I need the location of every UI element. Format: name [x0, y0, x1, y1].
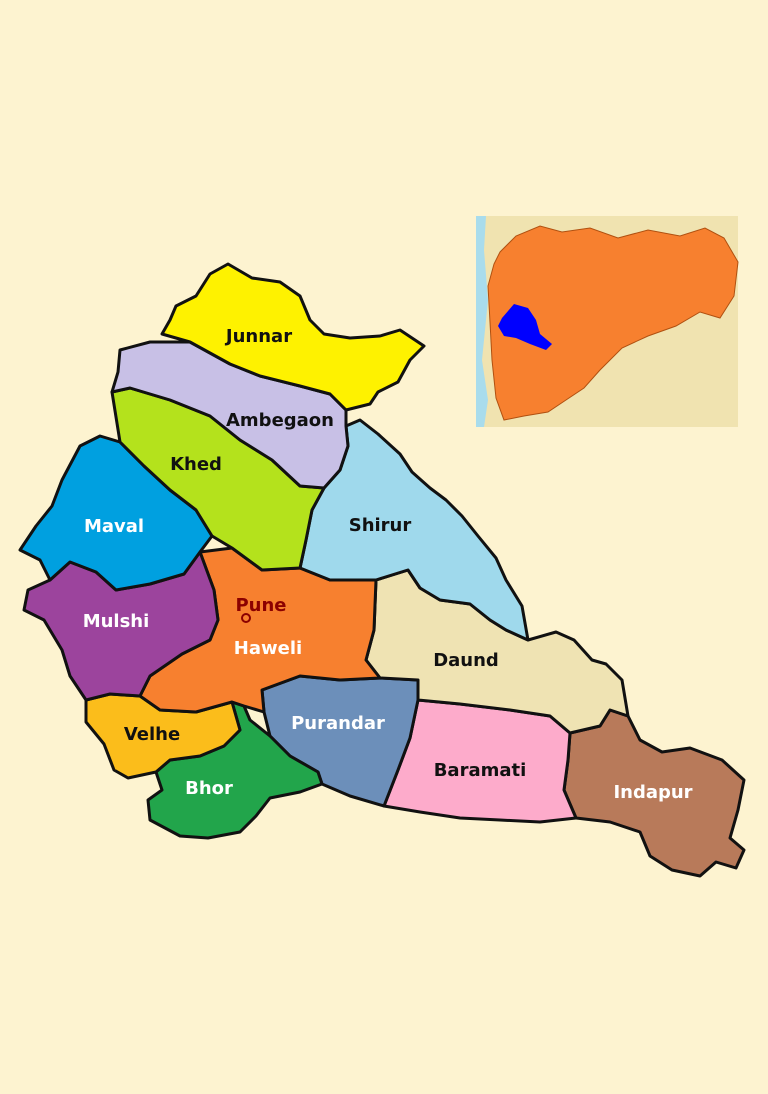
taluka-label-haweli: Haweli	[233, 638, 303, 659]
taluka-label-shirur: Shirur	[348, 515, 412, 536]
taluka-label-purandar: Purandar	[291, 713, 385, 734]
taluka-label-junnar: Junnar	[225, 326, 293, 347]
taluka-label-daund: Daund	[433, 650, 499, 671]
taluka-label-indapur: Indapur	[613, 782, 693, 803]
taluka-label-mulshi: Mulshi	[82, 611, 150, 632]
taluka-label-ambegaon: Ambegaon	[226, 410, 334, 431]
taluka-label-baramati: Baramati	[433, 760, 527, 781]
taluka-label-khed: Khed	[170, 454, 222, 475]
taluka-label-maval: Maval	[83, 516, 145, 537]
inset-map	[476, 216, 738, 427]
city-label-pune: Pune	[235, 595, 287, 616]
taluka-label-bhor: Bhor	[185, 778, 233, 799]
taluka-label-velhe: Velhe	[123, 724, 181, 745]
